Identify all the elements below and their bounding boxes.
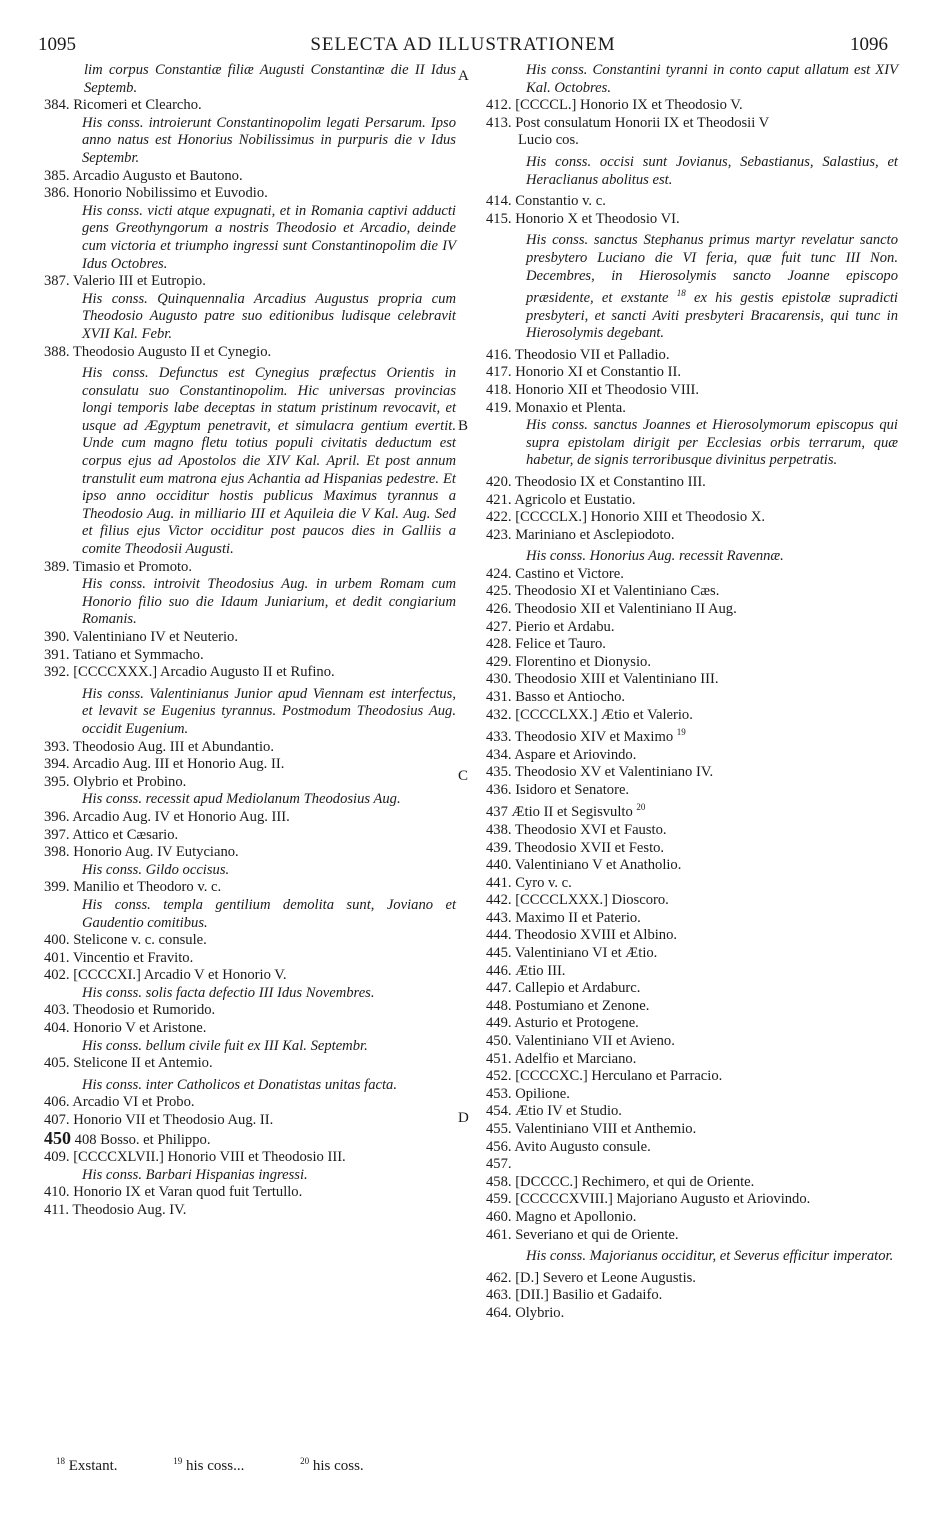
consulship-entry: 426. Theodosio XII et Valentiniano II Aug. [486, 601, 737, 618]
consulship-entry: 410. Honorio IX et Varan quod fuit Tertullo. [44, 1184, 303, 1201]
footnote-text: his coss. [312, 1458, 364, 1474]
consulship-entry [486, 724, 898, 746]
chronicle-note: His conss. Honorius Aug. recessit Ravennæ. [526, 548, 784, 565]
consulship-entry: 430. Theodosio XIII et Valentiniano III. [486, 671, 719, 688]
consulship-entry: 421. Agricolo et Eustatio. [486, 491, 636, 508]
consulship-entry: 449. Asturio et Protogene. [486, 1015, 639, 1032]
consulship-entry: 444. Theodosio XVIII et Albino. [486, 927, 678, 944]
consulship-entry: 415. Honorio X et Theodosio VI. [486, 210, 680, 227]
consulship-entry: 397. Attico et Cæsario. [44, 826, 179, 843]
consulship-entry: 432. [CCCCLXX.] Ætio et Valerio. [486, 706, 693, 723]
column-number: 450 [44, 1129, 71, 1148]
chronicle-note: His conss. sanctus Joannes et Hierosolymorum episcopus qui supra epistolam dirigit per Ecclesias orbis terrarum, quæ habetur, de signis terroribusque divinitus perpetratis. [526, 417, 898, 469]
consulship-entry: 416. Theodosio VII et Palladio. [486, 346, 670, 363]
consulship-entry: 402. [CCCCXI.] Arcadio V et Honorio V. [44, 967, 287, 984]
footnote-19 [173, 1458, 270, 1474]
consulship-entry: 411. Theodosio Aug. IV. [44, 1202, 187, 1218]
footnote-marker: 20 [300, 1456, 310, 1466]
chronicle-note: His conss. victi atque expugnati, et in Romania captivi adducti gens Greothyngorum a nostris Theodosio et Arcadio, deinde cum victoria et triumpho ingressi sunt Constantinopolim die IV Idus Octobres. [82, 202, 456, 272]
page-number-right: 1096 [850, 34, 888, 55]
chronicle-note: His conss. solis facta defectio III Idus Novembres. [82, 984, 375, 1001]
consulship-entry: 395. Olybrio et Probino. [44, 773, 187, 790]
entry-text: 437 Ætio II et Segisvulto [486, 804, 633, 821]
consulship-entry: 431. Basso et Antiocho. [486, 689, 626, 706]
page-number-left: 1095 [38, 34, 76, 55]
consulship-entry: 406. Arcadio VI et Probo. [44, 1094, 195, 1111]
page-header [38, 34, 888, 60]
chronicle-note: His conss. Valentinianus Junior apud Viennam est interfectus, et levavit se Eugenius tyrannus. Postmodum Theodosius Aug. occidit Eugenium. [82, 685, 456, 737]
consulship-entry: 463. [DII.] Basilio et Gadaifo. [486, 1287, 663, 1304]
consulship-entry: 448. Postumiano et Zenone. [486, 997, 650, 1014]
consulship-entry: 442. [CCCCLXXX.] Dioscoro. [486, 892, 669, 909]
consulship-entry: 394. Arcadio Aug. III et Honorio Aug. II. [44, 756, 285, 773]
consulship-entry: 457. [486, 1156, 512, 1173]
consulship-entry: 390. Valentiniano IV et Neuterio. [44, 629, 239, 645]
consulship-entry: 441. Cyro v. c. [486, 874, 572, 891]
consulship-entry: 412. [CCCCL.] Honorio IX et Theodosio V. [486, 97, 743, 114]
consulship-entry: 417. Honorio XI et Constantio II. [486, 364, 681, 381]
consulship-entry: 389. Timasio et Promoto. [44, 558, 192, 575]
consulship-entry: 422. [CCCCLX.] Honorio XIII et Theodosio X. [486, 509, 766, 526]
consulship-entry: 456. Avito Augusto consule. [486, 1138, 651, 1155]
consulship-entry: 452. [CCCCXC.] Herculano et Parracio. [486, 1068, 723, 1085]
consulship-entry: 419. Monaxio et Plenta. [486, 399, 626, 416]
consulship-entry: 399. Manilio et Theodoro v. c. [44, 879, 222, 896]
chronicle-note: His conss. inter Catholicos et Donatistas unitas facta. [82, 1076, 397, 1093]
chronicle-note: His conss. occisi sunt Jovianus, Sebastianus, Salastius, et Heraclianus abolitus est. [526, 153, 898, 188]
consulship-entry: 438. Theodosio XVI et Fausto. [486, 821, 667, 838]
consulship-entry: 436. Isidoro et Senatore. [486, 781, 630, 798]
margin-marker-d: D [458, 1110, 469, 1126]
consulship-entry: 391. Tatiano et Symmacho. [44, 646, 204, 663]
consulship-entry: 429. Florentino et Dionysio. [486, 653, 651, 670]
consulship-entry: 424. Castino et Victore. [486, 565, 624, 582]
consulship-entry: 420. Theodosio IX et Constantino III. [486, 473, 706, 490]
consulship-entry: 445. Valentiniano VI et Ætio. [486, 945, 658, 962]
consulship-entry: 401. Vincentio et Fravito. [44, 949, 194, 966]
consulship-entry: 461. Severiano et qui de Oriente. [486, 1226, 679, 1243]
consulship-entry: 462. [D.] Severo et Leone Augustis. [486, 1269, 696, 1286]
consulship-entry: 447. Callepio et Ardaburc. [486, 980, 641, 997]
consulship-entry: 407. Honorio VII et Theodosio Aug. II. [44, 1112, 274, 1129]
chronicle-note: His conss. Defunctus est Cynegius præfectus Orientis in consulatu suo Constantinopolim. Hic universas provincias longi temporis labe deceptas in statum pristinum revocavit, et usque ad Ægyptum penetravit, et simulacra gentium evertit. Unde cum magno fletu totius populi civitatis deductum est corpus ejus ad Apostolos die XIV Kal. April. Et post annum transtulit eum matrona ejus Achantia ad Hispanias pedestre. Et ipso anno occiditur hostis publicus Maximus tyrannus a Theodosio Aug. in milliario III et Aquileia die V Kal. Aug. Sed et filius ejus Victor occiditur post paucos dies in Galliis a comite Theodosii Augusti. [82, 365, 456, 558]
margin-marker-b: B [458, 418, 469, 434]
consulship-entry: 393. Theodosio Aug. III et Abundantio. [44, 738, 274, 755]
consulship-entry: 409. [CCCCXLVII.] Honorio VIII et Theodosio III. [44, 1149, 346, 1166]
consulship-entry-continued: Lucio cos. [518, 132, 579, 149]
chronicle-note: His conss. introivit Theodosius Aug. in urbem Romam cum Honorio filio suo die Idaum Juniarium, et dedit congiarium Romanis. [82, 576, 456, 628]
note-text: His conss. sanctus Stephanus primus martyr revelatur sancto presbytero Luciano die VI feria, quæ fuit tunc III Non. Decembres, in Hierosolymis sancto Joanne episcopo præsidente, et exstante [526, 232, 898, 306]
consulship-entry: 434. Aspare et Ariovindo. [486, 746, 637, 763]
footnotes [56, 1456, 416, 1475]
consulship-entry [44, 1130, 456, 1150]
chronicle-note: His conss. Constantini tyranni in conto caput allatum est XIV Kal. Octobres. [526, 62, 898, 96]
footnote-ref: 19 [676, 727, 686, 738]
chronicle-note: His conss. Majorianus occiditur, et Severus efficitur imperator. [526, 1248, 894, 1265]
consulship-entry: 396. Arcadio Aug. IV et Honorio Aug. III. [44, 808, 290, 825]
right-column [486, 62, 898, 1323]
chronicle-note: His conss. templa gentilium demolita sunt, Joviano et Gaudentio comitibus. [82, 896, 456, 931]
note-text: ex his gestis epistolæ supradicti presbyteri, et sancti Aviti presbyteri Bracarensis, qui tunc in Hierosolymis degebant. [526, 289, 898, 342]
consulship-entry: 460. Magno et Apollonio. [486, 1208, 637, 1225]
consulship-entry: 458. [DCCCC.] Rechimero, et qui de Oriente. [486, 1173, 755, 1190]
consulship-entry: 388. Theodosio Augusto II et Cynegio. [44, 343, 272, 360]
consulship-entry: 428. Felice et Tauro. [486, 636, 606, 653]
consulship-entry: 404. Honorio V et Aristone. [44, 1020, 207, 1037]
consulship-entry [486, 799, 898, 821]
footnote-marker: 18 [56, 1456, 65, 1466]
chronicle-note: His conss. Barbari Hispanias ingressi. [82, 1166, 308, 1183]
consulship-entry: 403. Theodosio et Rumorido. [44, 1002, 216, 1019]
consulship-entry: 400. Stelicone v. c. consule. [44, 932, 207, 949]
running-title: SELECTA AD ILLUSTRATIONEM [310, 34, 616, 55]
consulship-entry: 427. Pierio et Ardabu. [486, 618, 615, 635]
consulship-entry: 398. Honorio Aug. IV Eutyciano. [44, 844, 239, 861]
chronicle-note: His conss. Gildo occisus. [82, 861, 230, 878]
consulship-entry: 425. Theodosio XI et Valentiniano Cæs. [486, 583, 720, 600]
consulship-entry: 385. Arcadio Augusto et Bautono. [44, 167, 243, 184]
footnote-18 [56, 1458, 144, 1474]
footnote-marker: 19 [173, 1456, 183, 1466]
consulship-entry: 464. Olybrio. [486, 1304, 565, 1321]
chronicle-note [486, 232, 898, 342]
consulship-entry: 443. Maximo II et Paterio. [486, 909, 641, 926]
consulship-entry: 451. Adelfio et Marciano. [486, 1050, 637, 1067]
chronicle-note: His conss. bellum civile fuit ex III Kal. Septembr. [82, 1037, 368, 1054]
consulship-entry: 387. Valerio III et Eutropio. [44, 273, 206, 290]
entry-text: 433. Theodosio XIV et Maximo [486, 729, 674, 746]
footnote-ref: 20 [636, 802, 646, 813]
footnote-text: Exstant. [68, 1458, 118, 1474]
chronicle-note: lim corpus Constantiæ filiæ Augusti Constantinæ die II Idus Septemb. [84, 62, 456, 96]
consulship-entry: 459. [CCCCCXVIII.] Majoriano Augusto et Ariovindo. [486, 1191, 811, 1208]
footnote-text: his coss... [186, 1458, 245, 1474]
footnote-20 [300, 1458, 390, 1474]
consulship-entry: 414. Constantio v. c. [486, 193, 606, 210]
consulship-entry: 413. Post consulatum Honorii IX et Theodosii V [486, 114, 770, 131]
margin-marker-c: C [458, 768, 469, 784]
footnote-ref: 18 [676, 288, 686, 299]
consulship-entry: 455. Valentiniano VIII et Anthemio. [486, 1121, 697, 1138]
consulship-entry: 423. Mariniano et Asclepiodoto. [486, 526, 675, 543]
consulship-entry: 418. Honorio XII et Theodosio VIII. [486, 381, 700, 398]
consulship-entry: 453. Opilione. [486, 1085, 570, 1102]
consulship-entry: 384. Ricomeri et Clearcho. [44, 97, 202, 114]
consulship-entry: 446. Ætio III. [486, 962, 566, 979]
chronicle-note: His conss. Quinquennalia Arcadius Augustus propria cum Theodosio Augusto patre suo editionibus ludisque celebravit XVII Kal. Febr. [82, 290, 456, 342]
entry-text: 408 Bosso. et Philippo. [74, 1131, 211, 1148]
consulship-entry: 440. Valentiniano V et Anatholio. [486, 857, 682, 874]
consulship-entry: 435. Theodosio XV et Valentiniano IV. [486, 764, 714, 781]
consulship-entry: 439. Theodosio XVII et Festo. [486, 839, 665, 856]
chronicle-note: His conss. introierunt Constantinopolim legati Persarum. Ipso anno natus est Honorius Nobilissimus in purpuris die v Idus Septembr. [82, 114, 456, 166]
chronicle-note: His conss. recessit apud Mediolanum Theodosius Aug. [82, 791, 401, 808]
consulship-entry: 386. Honorio Nobilissimo et Euvodio. [44, 185, 268, 202]
consulship-entry: 454. Ætio IV et Studio. [486, 1103, 622, 1120]
consulship-entry: 405. Stelicone II et Antemio. [44, 1055, 213, 1072]
margin-marker-a: A [458, 68, 469, 84]
consulship-entry: 392. [CCCCXXX.] Arcadio Augusto II et Rufino. [44, 664, 335, 681]
consulship-entry: 450. Valentiniano VII et Avieno. [486, 1033, 675, 1050]
left-column [44, 62, 456, 1220]
